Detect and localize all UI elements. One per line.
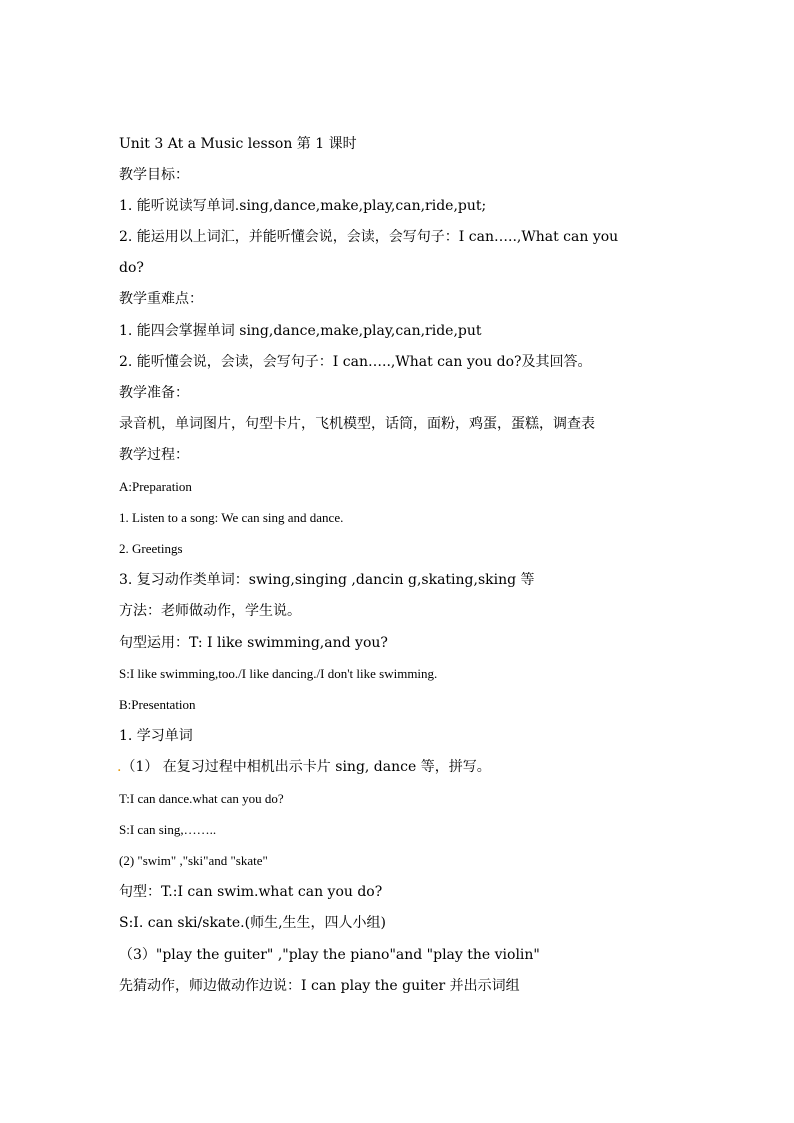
stage-b-heading: B:Presentation [119,697,196,712]
substep-1-text: （1） 在复习过程中相机出示卡片 sing, dance 等，拼写。 [121,759,491,775]
student-line: S:I can sing,…….. [119,822,217,837]
student-response: S:I like swimming,too./I like dancing./I don't like swimming. [119,666,438,681]
key-point-1: 1. 能四会掌握单词 sing,dance,make,play,can,ride,put [119,323,482,339]
section-heading-process: 教学过程： [119,447,189,463]
doc-title: Unit 3 At a Music lesson 第 1 课时 [119,136,357,152]
teacher-line: T:I can dance.what can you do? [119,791,284,806]
section-heading-preparation: 教学准备： [119,385,189,401]
student-answer-groups: S:I. can ski/skate.(师生,生生，四人小组) [119,915,387,931]
stage-b-step-1: 1. 学习单词 [119,728,193,744]
stage-b-substep-3: （3）"play the guiter" ,"play the piano"and "play the violin" [119,947,540,963]
materials-list: 录音机，单词图片，句型卡片，飞机模型，话筒，面粉，鸡蛋，蛋糕，调查表 [119,416,595,432]
stage-b-substep-1 [117,758,491,776]
bullet-mark: . [117,759,122,775]
stage-a-heading: A:Preparation [119,479,192,494]
guess-action-note: 先猜动作，师边做动作边说：I can play the guiter 并出示词组 [119,978,520,994]
stage-a-step-2: 2. Greetings [119,541,183,556]
stage-a-step-1: 1. Listen to a song: We can sing and dance. [119,510,344,525]
objective-1: 1. 能听说读写单词.sing,dance,make,play,can,ride,put; [119,198,487,214]
method-note: 方法：老师做动作，学生说。 [119,603,301,619]
objective-2-continued: do? [119,260,144,276]
stage-a-step-3: 3. 复习动作类单词：swing,singing ,dancin g,skating,sking 等 [119,572,535,588]
objective-2: 2. 能运用以上词汇，并能听懂会说，会读，会写句子：I can…..,What can you [119,229,619,245]
section-heading-objectives: 教学目标： [119,167,189,183]
stage-b-substep-2: (2) "swim" ,"ski"and "skate" [119,853,268,868]
key-point-2: 2. 能听懂会说，会读，会写句子：I can…..,What can you do?及其回答。 [119,354,592,370]
section-heading-key-points: 教学重难点： [119,291,203,307]
sentence-pattern: 句型：T.:I can swim.what can you do? [119,884,383,900]
sentence-pattern-usage: 句型运用：T: I like swimming,and you? [119,635,388,651]
